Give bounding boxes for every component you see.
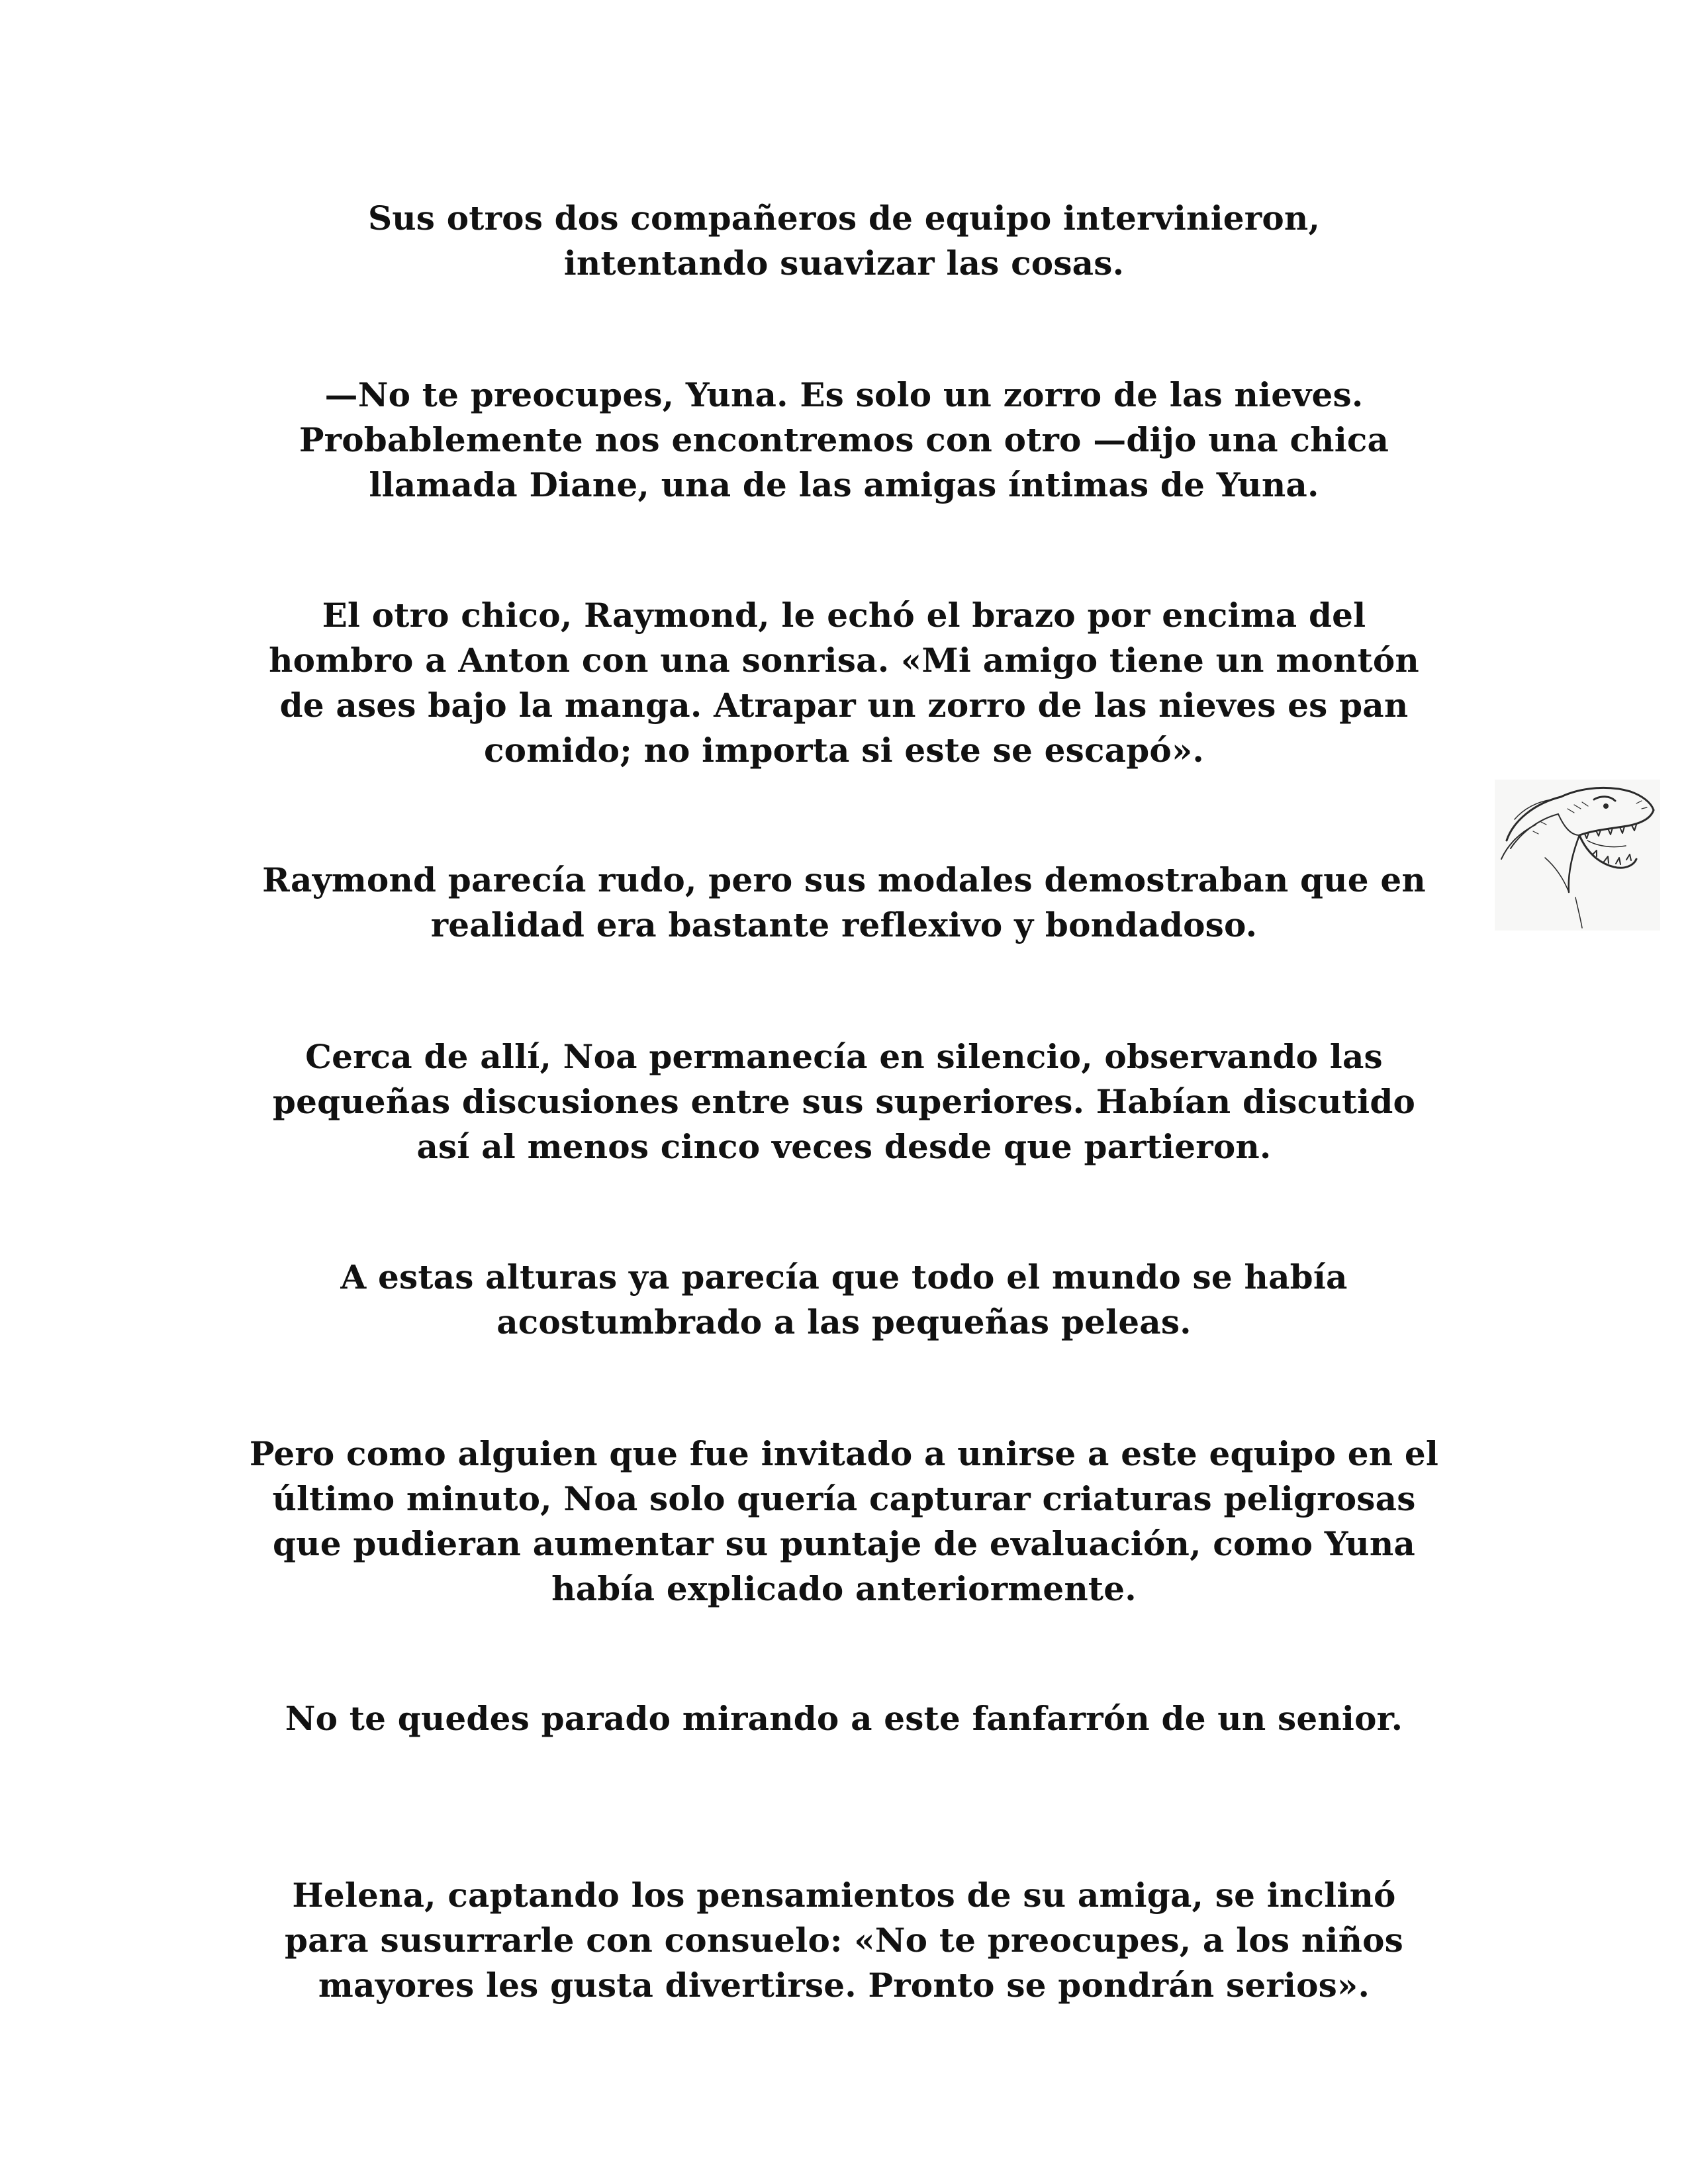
dinosaur-head-sketch-icon [1495, 780, 1660, 931]
paragraph-2: —No te preocupes, Yuna. Es solo un zorro de las nieves. Probablemente nos encontremos con otro —dijo una chica llamada Diane, una de las amigas íntimas de Yuna. [299, 375, 1389, 504]
paragraph-9: Helena, captando los pensamientos de su amiga, se inclinó para susurrarle con consuelo: «No te preocupes, a los niños mayores les gusta divertirse. Pronto se pondrán serios». [284, 1876, 1404, 2005]
paragraph-8: No te quedes parado mirando a este fanfarrón de un senior. [285, 1699, 1403, 1738]
paragraph-5: Cerca de allí, Noa permanecía en silencio, observando las pequeñas discusiones entre sus superiores. Habían discutido así al menos cinco veces desde que partieron. [272, 1037, 1416, 1166]
paragraph-1: Sus otros dos compañeros de equipo intervinieron, intentando suavizar las cosas. [367, 199, 1321, 283]
paragraph-3: El otro chico, Raymond, le echó el brazo por encima del hombro a Anton con una sonrisa. «Mi amigo tiene un montón de ases bajo la manga. Atrapar un zorro de las nieves es pan comido; no importa si este se escapó». [269, 596, 1419, 770]
paragraph-7: Pero como alguien que fue invitado a unirse a este equipo en el último minuto, Noa solo quería capturar criaturas peligrosas que pudieran aumentar su puntaje de evaluación, como Yuna había explicado anteriormente. [249, 1434, 1439, 1608]
paragraph-4: Raymond parecía rudo, pero sus modales demostraban que en realidad era bastante reflexivo y bondadoso. [262, 860, 1426, 944]
paragraph-6: A estas alturas ya parecía que todo el mundo se había acostumbrado a las pequeñas peleas. [340, 1257, 1348, 1342]
